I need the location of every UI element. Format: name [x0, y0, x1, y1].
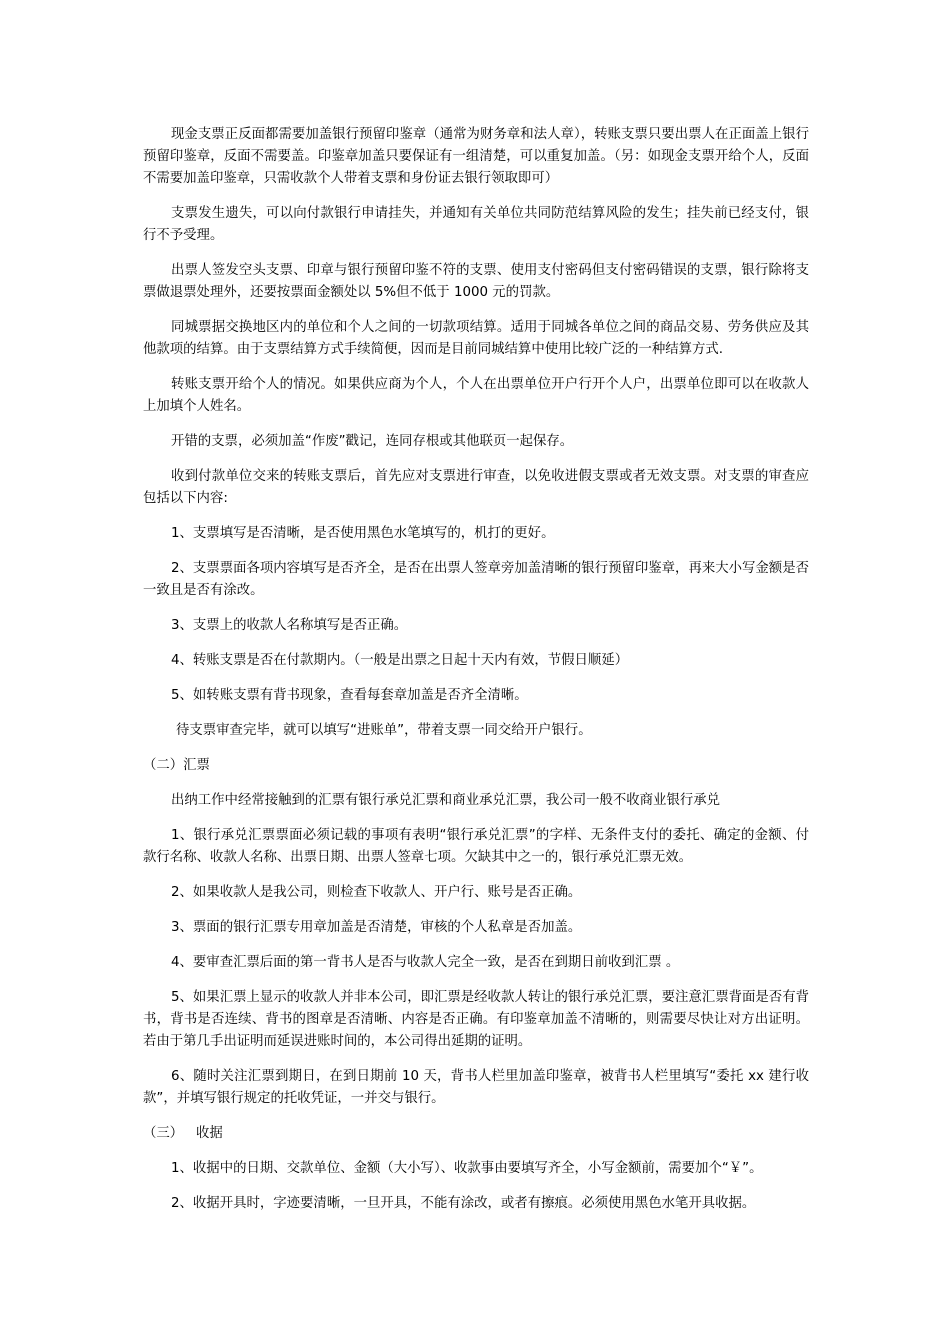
list-item-receipt-1: 1、收据中的日期、交款单位、金额（大小写）、收款事由要填写齐全，小写金额前，需要加个“￥”。 — [171, 1161, 763, 1176]
list-item-draft-1: 1、银行承兑汇票票面必须记载的事项有表明“银行承兑汇票”的字样、无条件支付的委托、确定的金额、付款行名称、收款人名称、出票日期、出票人签章七项。欠缺其中之一的，银行承兑汇票无效。 — [143, 828, 809, 865]
list-item-draft-5: 5、如果汇票上显示的收款人并非本公司，即汇票是经收款人转让的银行承兑汇票，要注意汇票背面是否有背书，背书是否连续、背书的图章是否清晰、内容是否正确。有印鉴章加盖不清晰的，则需要尽快让对方出证明。若由于第几手出证明而延误进账时间的，本公司得出延期的证明。 — [143, 990, 809, 1049]
section-heading-draft: （二）汇票 — [143, 758, 210, 773]
list-item-draft-2: 2、如果收款人是我公司，则检查下收款人、开户行、账号是否正确。 — [171, 885, 582, 900]
document-body — [143, 124, 809, 1228]
list-item-draft-3: 3、票面的银行汇票专用章加盖是否清楚，审核的个人私章是否加盖。 — [171, 920, 582, 935]
paragraph-draft-intro: 出纳工作中经常接触到的汇票有银行承兑汇票和商业承兑汇票，我公司一般不收商业银行承兑 — [171, 793, 721, 808]
list-item-receipt-2: 2、收据开具时，字迹要清晰，一旦开具，不能有涂改，或者有擦痕。必须使用黑色水笔开具收据。 — [171, 1196, 756, 1211]
list-item-check-review-5: 5、如转账支票有背书现象，查看每套章加盖是否齐全清晰。 — [171, 688, 528, 703]
list-item-draft-4: 4、要审查汇票后面的第一背书人是否与收款人完全一致，是否在到期日前收到汇票 。 — [171, 955, 680, 970]
paragraph-check-loss: 支票发生遗失，可以向付款银行申请挂失，并通知有关单位共同防范结算风险的发生；挂失前已经支付，银行不予受理。 — [143, 206, 809, 243]
paragraph-transfer-check-individual: 转账支票开给个人的情况。如果供应商为个人，个人在出票单位开户行开个人户，出票单位即可以在收款人上加填个人姓名。 — [143, 377, 809, 414]
paragraph-check-review-intro: 收到付款单位交来的转账支票后，首先应对支票进行审查，以免收进假支票或者无效支票。对支票的审查应包括以下内容: — [143, 469, 809, 506]
paragraph-cash-check-seal: 现金支票正反面都需要加盖银行预留印鉴章（通常为财务章和法人章），转账支票只要出票人在正面盖上银行预留印鉴章，反面不需要盖。印鉴章加盖只要保证有一组清楚，可以重复加盖。（另：如现金支票开给个人，反面不需要加盖印鉴章，只需收款个人带着支票和身份证去银行领取即可） — [143, 127, 809, 186]
paragraph-void-check: 开错的支票，必须加盖“作废”戳记，连同存根或其他联页一起保存。 — [171, 434, 574, 449]
list-item-check-review-1: 1、支票填写是否清晰，是否使用黑色水笔填写的，机打的更好。 — [171, 526, 555, 541]
paragraph-deposit-slip: 待支票审查完毕，就可以填写“进账单”，带着支票一同交给开户银行。 — [176, 723, 592, 738]
list-item-draft-6: 6、随时关注汇票到期日，在到日期前 10 天，背书人栏里加盖印鉴章，被背书人栏里填写“委托 xx 建行收款”，并填写银行规定的托收凭证，一并交与银行。 — [143, 1069, 809, 1106]
list-item-check-review-2: 2、支票票面各项内容填写是否齐全，是否在出票人签章旁加盖清晰的银行预留印鉴章，再来大小写金额是否一致且是否有涂改。 — [143, 561, 809, 598]
paragraph-bounced-check: 出票人签发空头支票、印章与银行预留印鉴不符的支票、使用支付密码但支付密码错误的支票，银行除将支票做退票处理外，还要按票面金额处以 5%但不低于 1000 元的罚款。 — [143, 263, 809, 300]
paragraph-same-city-settlement: 同城票据交换地区内的单位和个人之间的一切款项结算。适用于同城各单位之间的商品交易、劳务供应及其他款项的结算。由于支票结算方式手续简便，因而是目前同城结算中使用比较广泛的一种结算方式. — [143, 320, 809, 357]
section-heading-receipt: （三） 收据 — [143, 1126, 223, 1141]
list-item-check-review-3: 3、支票上的收款人名称填写是否正确。 — [171, 618, 408, 633]
list-item-check-review-4: 4、转账支票是否在付款期内。（一般是出票之日起十天内有效，节假日顺延） — [171, 653, 629, 668]
